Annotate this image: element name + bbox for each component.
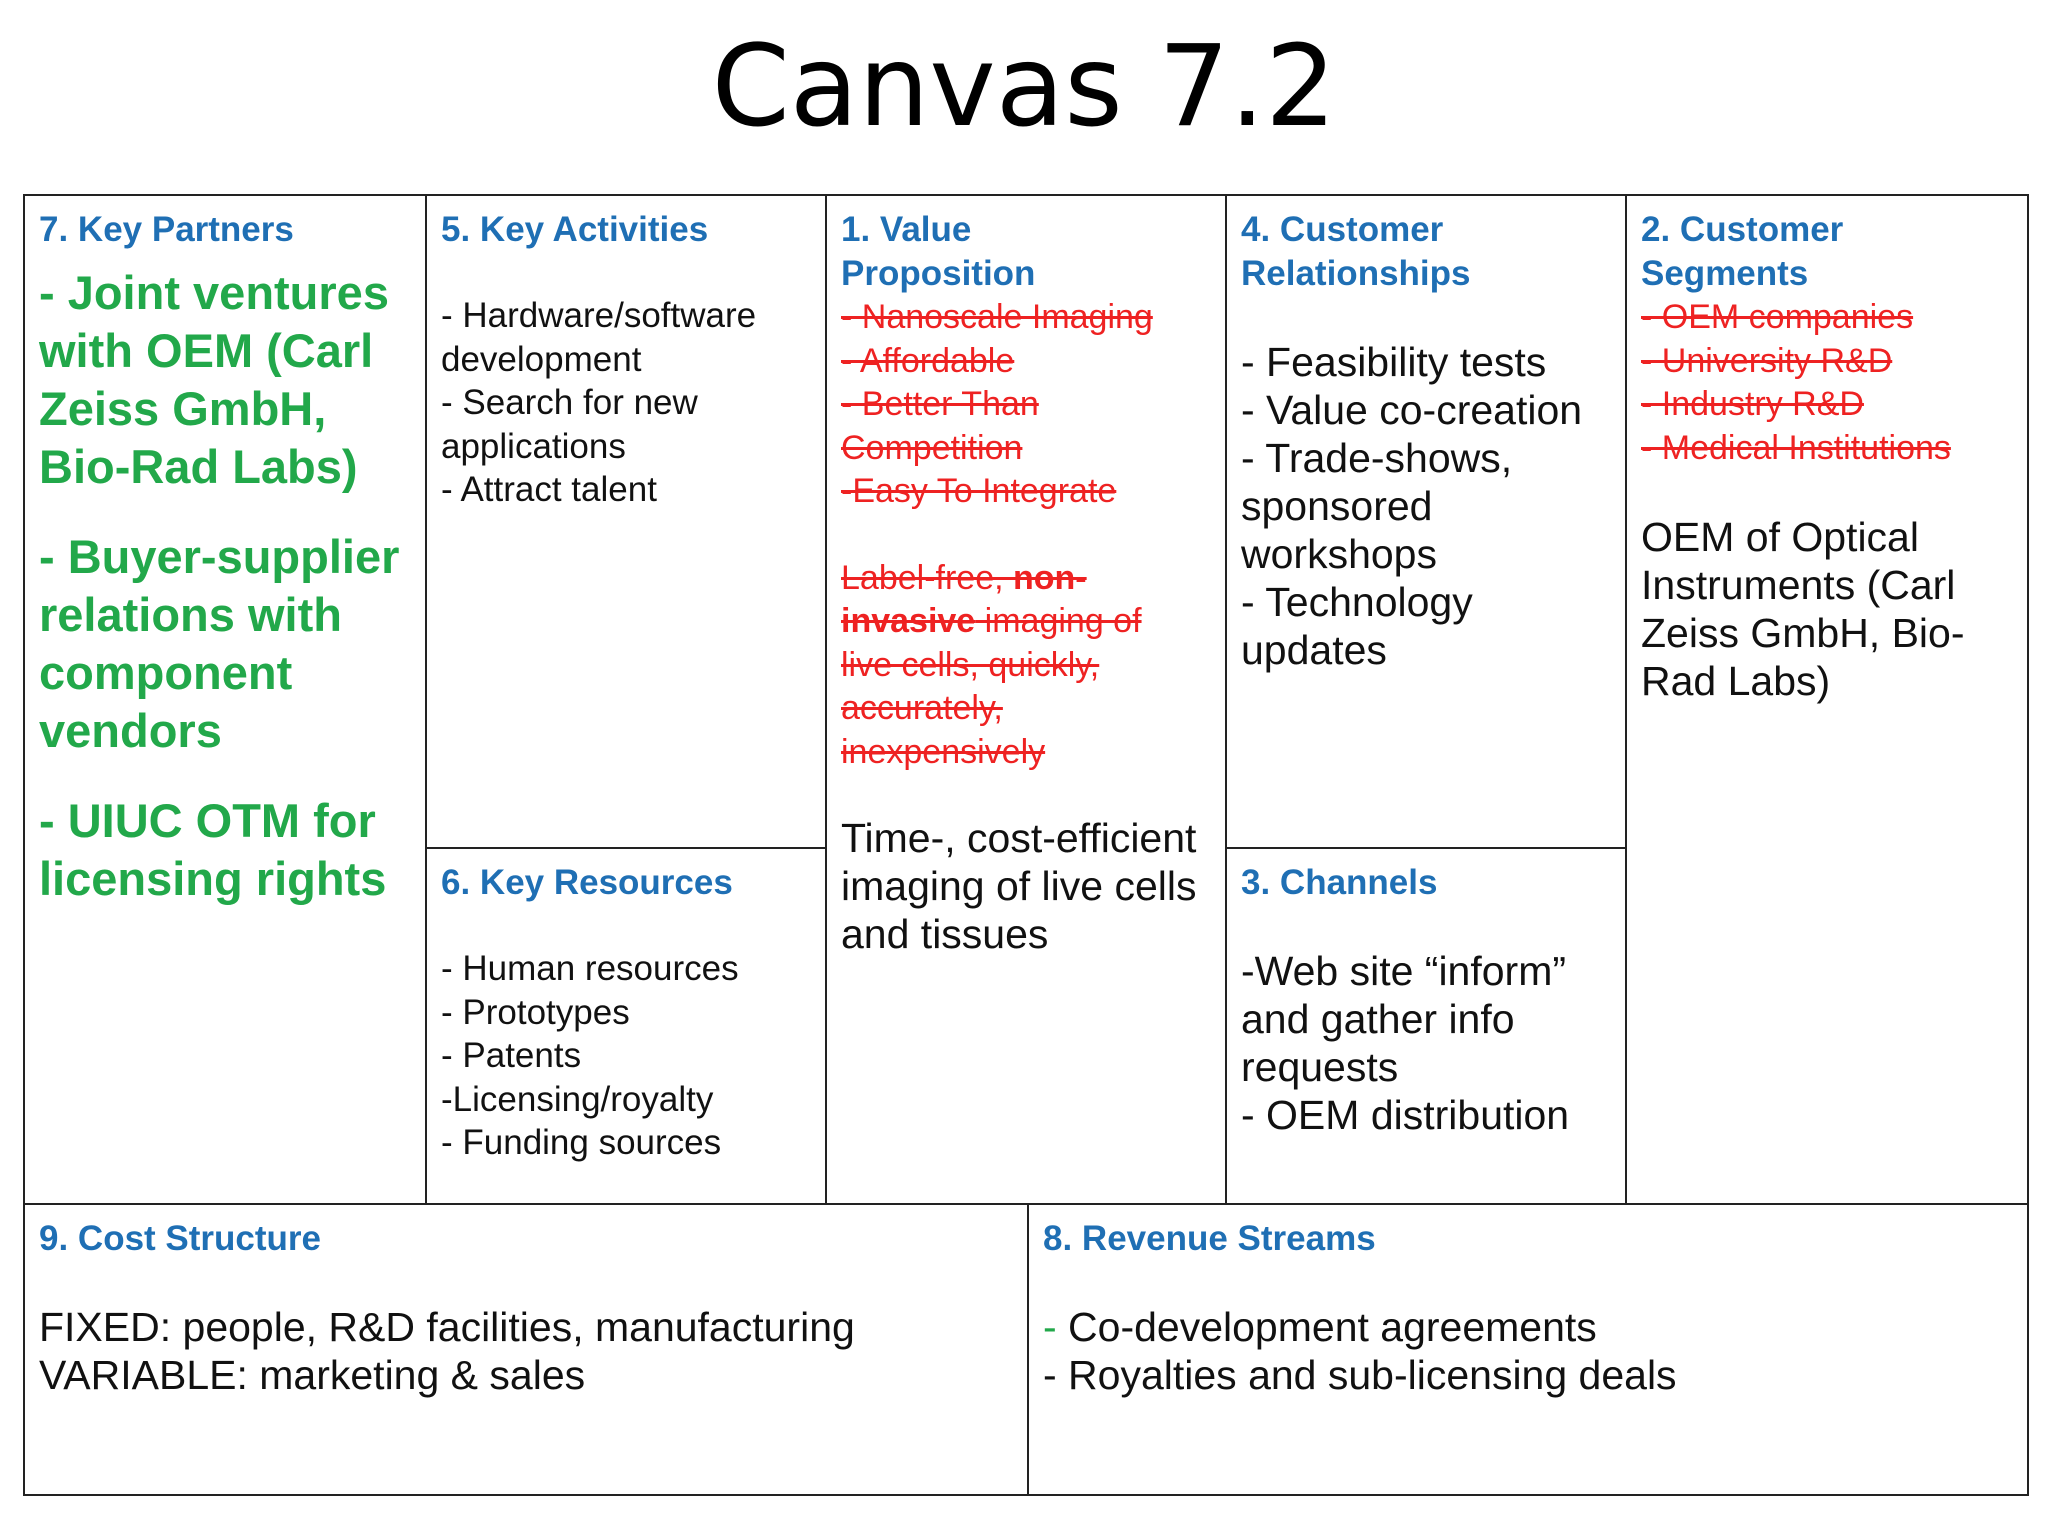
- revenue-stream-item: [1043, 1303, 2013, 1351]
- key-partner-item: - Joint ventures with OEM (Carl Zeiss GmbH, Bio-Rad Labs): [39, 266, 389, 493]
- struck-segment-item: - OEM companies: [1641, 298, 1914, 336]
- customer-relationship-item: - Technology updates: [1241, 579, 1473, 673]
- struck-value-item: - Affordable: [841, 341, 1015, 380]
- customer-relationship-item: - Value co-creation: [1241, 387, 1583, 433]
- key-activities-heading: 5. Key Activities: [441, 210, 709, 249]
- struck-segment-item: - Medical Institutions: [1641, 428, 1951, 467]
- key-resource-item: -Licensing/royalty: [441, 1079, 714, 1119]
- key-activity-item: - Hardware/software development: [441, 296, 757, 379]
- struck-value-item: - Nanoscale Imaging: [841, 298, 1153, 336]
- struck-statement-part: imaging of live cells, quickly, accurately, inexpensively: [841, 602, 1142, 771]
- customer-relationships-heading: 4. Customer Relationships: [1241, 210, 1471, 293]
- cost-structure-heading: 9. Cost Structure: [39, 1219, 321, 1258]
- revenue-streams-heading: 8. Revenue Streams: [1043, 1219, 1376, 1258]
- customer-segment-current: OEM of Optical Instruments (Carl Zeiss GmbH, Bio-Rad Labs): [1641, 514, 1965, 704]
- struck-value-item: -Easy To Integrate: [841, 472, 1117, 510]
- customer-segments-heading: 2. Customer Segments: [1641, 210, 1844, 293]
- channel-item: - OEM distribution: [1241, 1092, 1570, 1138]
- channel-item: -Web site “inform” and gather info requests: [1241, 948, 1567, 1090]
- key-activity-item: - Search for new applications: [441, 383, 698, 466]
- cost-structure-cell: [23, 1203, 1029, 1496]
- key-activity-item: - Attract talent: [441, 470, 657, 509]
- revenue-dash: -: [1043, 1352, 1057, 1398]
- revenue-text: Co-development agreements: [1056, 1304, 1597, 1350]
- struck-segment-item: - University R&D: [1641, 341, 1893, 380]
- cost-structure-item: FIXED: people, R&D facilities, manufacturing: [39, 1304, 855, 1350]
- customer-relationship-item: - Trade-shows, sponsored workshops: [1241, 435, 1513, 577]
- struck-statement-part: Label-free,: [841, 558, 1013, 597]
- key-resources-heading: 6. Key Resources: [441, 863, 733, 902]
- page-title: Canvas 7.2: [711, 22, 1337, 152]
- key-partners-heading: 7. Key Partners: [39, 210, 294, 249]
- customer-relationship-item: - Feasibility tests: [1241, 339, 1547, 385]
- channels-cell: [1225, 847, 1627, 1205]
- key-resource-item: - Human resources: [441, 949, 739, 988]
- revenue-text: Royalties and sub-licensing deals: [1056, 1352, 1677, 1398]
- key-resource-item: - Prototypes: [441, 992, 630, 1032]
- key-resource-item: - Funding sources: [441, 1123, 722, 1162]
- key-resource-item: - Patents: [441, 1036, 582, 1075]
- key-partner-item: - UIUC OTM for licensing rights: [39, 794, 387, 905]
- value-proposition-cell: [825, 194, 1227, 1205]
- value-proposition-current: Time-, cost-efficient imaging of live cells and tissues: [841, 815, 1197, 957]
- struck-segment-item: - Industry R&D: [1641, 385, 1864, 423]
- cost-structure-item: VARIABLE: marketing & sales: [39, 1352, 586, 1398]
- customer-segments-cell: [1625, 194, 2029, 1205]
- channels-heading: 3. Channels: [1241, 863, 1438, 902]
- key-partner-item: - Buyer-supplier relations with component vendors: [39, 530, 400, 757]
- key-resources-cell: [425, 847, 827, 1205]
- struck-statement-bold: non-invasive: [841, 558, 1087, 640]
- revenue-dash: -: [1043, 1304, 1057, 1350]
- key-partners-cell: [23, 194, 427, 1205]
- struck-value-statement: [841, 557, 1181, 775]
- customer-relationships-cell: [1225, 194, 1627, 849]
- struck-value-item: - Better Than Competition: [841, 385, 1039, 467]
- revenue-stream-item: [1043, 1351, 2013, 1399]
- revenue-streams-cell: [1027, 1203, 2029, 1496]
- value-proposition-heading: 1. Value Proposition: [841, 210, 1036, 293]
- key-activities-cell: [425, 194, 827, 849]
